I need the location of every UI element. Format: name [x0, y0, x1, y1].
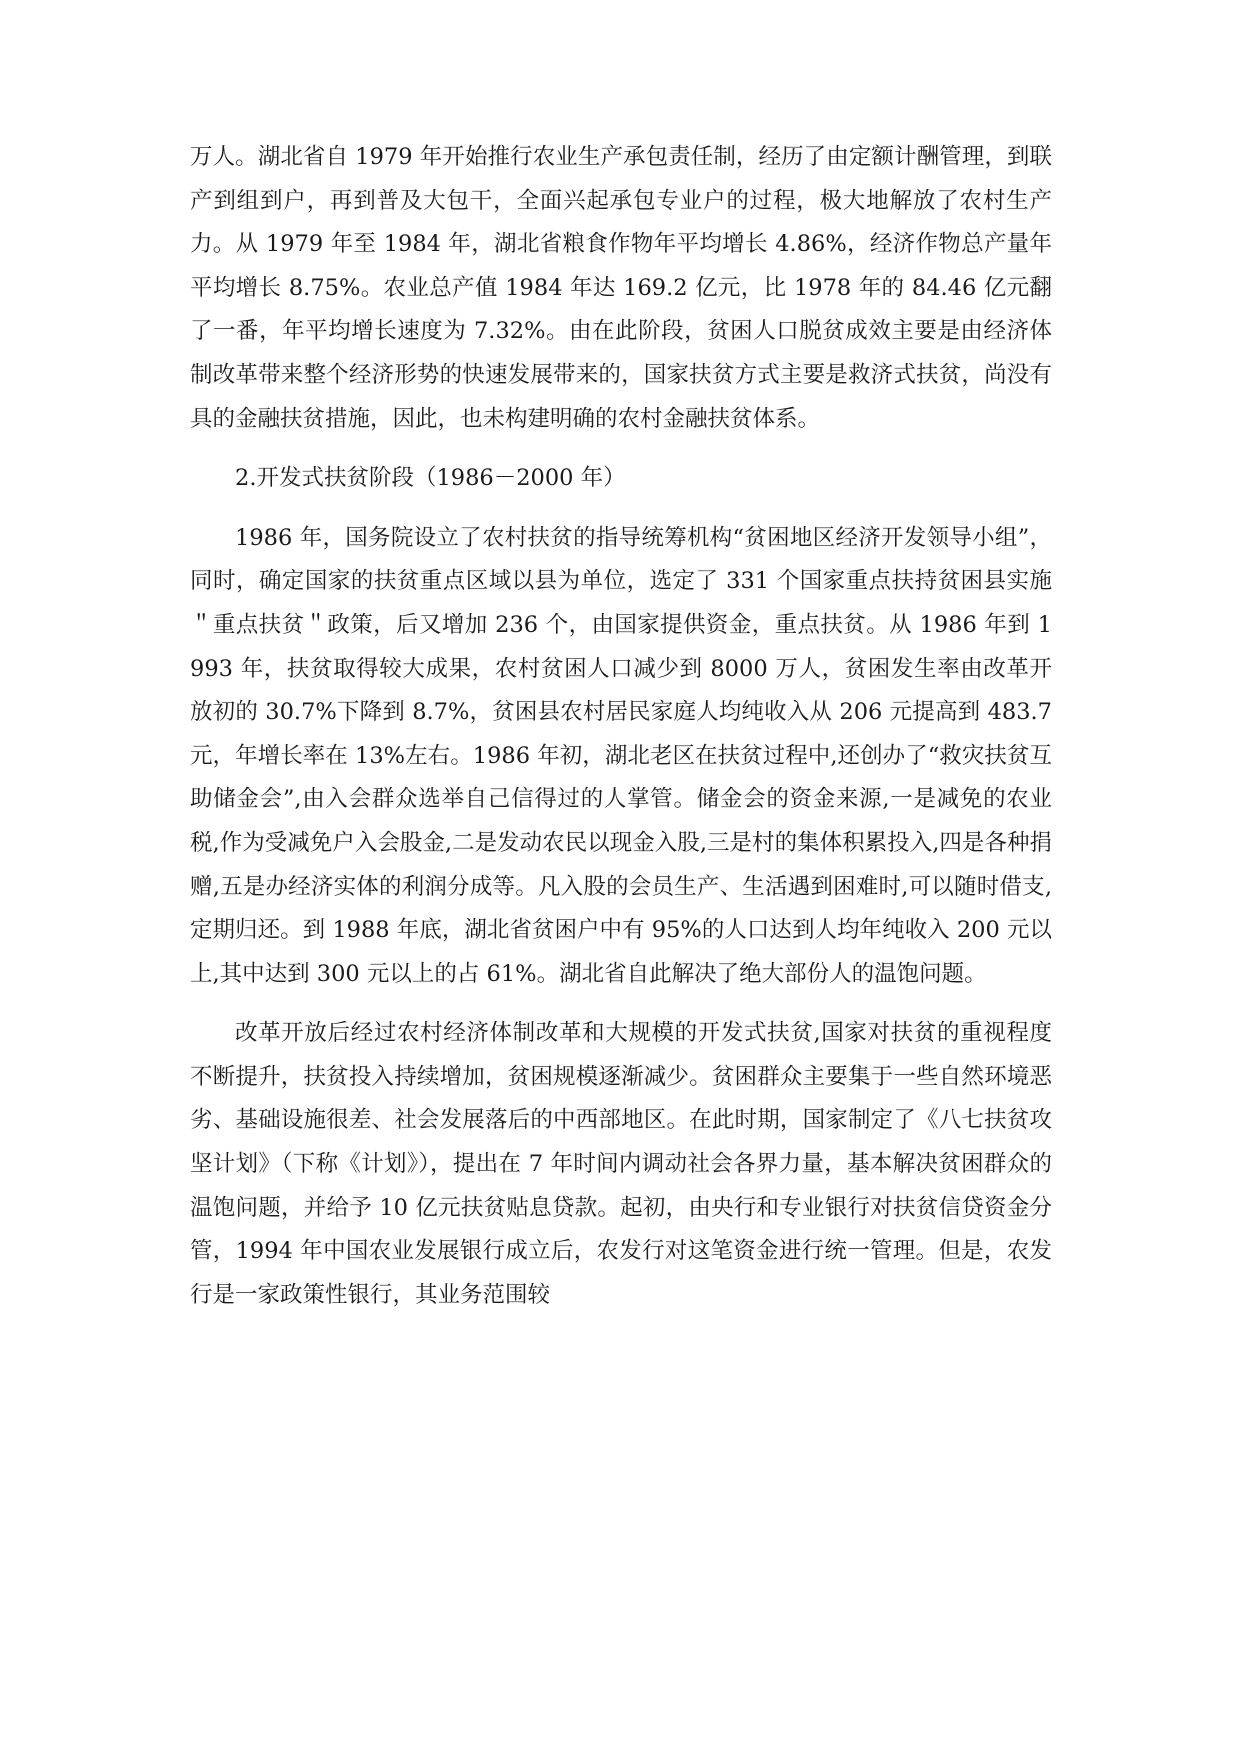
document-page [190, 136, 1052, 1317]
section-heading: 2.开发式扶贫阶段（1986－2000 年） [235, 465, 626, 492]
paragraph-body: 改革开放后经过农村经济体制改革和大规模的开发式扶贫,国家对扶贫的重视程度不断提升，扶贫投入持续增加，贫困规模逐渐减少。贫困群众主要集于一些自然环境恶劣、基础设施很差、社会发展落后的中西部地区。在此时期，国家制定了《八七扶贫攻坚计划》（下称《计划》），提出在 7 年时间内调动社会各界力量，基本解决贫困群众的温饱问题，并给予 10 亿元扶贫贴息贷款。起初，由央行和专业银行对扶贫信贷资金分管，1994 年中国农业发展银行成立后，农发行对这笔资金进行统一管理。但是，农发行是一家政策性银行，其业务范围较 [190, 1020, 1052, 1308]
paragraph-body: 1986 年，国务院设立了农村扶贫的指导统筹机构“贫困地区经济开发领导小组”，同时，确定国家的扶贫重点区域以县为单位，选定了 331 个国家重点扶持贫困县实施＂重点扶贫＂政策，后又增加 236 个，由国家提供资金，重点扶贫。从 1986 年到 1993 年，扶贫取得较大成果，农村贫困人口减少到 8000 万人，贫困发生率由改革开放初的 30.7%下降到 8.7%，贫困县农村居民家庭人均纯收入从 206 元提高到 483.7 元，年增长率在 13%左右。1986 年初，湖北老区在扶贫过程中,还创办了“救灾扶贫互助储金会”,由入会群众选举自己信得过的人掌管。储金会的资金来源,一是减免的农业税,作为受减免户入会股金,二是发动农民以现金入股,三是村的集体积累投入,四是各种捐赠,五是办经济实体的利润分成等。凡入股的会员生产、生活遇到困难时,可以随时借支,定期归还。到 1988 年底，湖北省贫困户中有 95%的人口达到人均年纯收入 200 元以上,其中达到 300 元以上的占 61%。湖北省自此解决了绝大部份人的温饱问题。 [190, 524, 1052, 987]
paragraph-continued: 万人。湖北省自 1979 年开始推行农业生产承包责任制，经历了由定额计酬管理，到联产到组到户，再到普及大包干，全面兴起承包专业户的过程，极大地解放了农村生产力。从 1979 年至 1984 年，湖北省粮食作物年平均增长 4.86%，经济作物总产量年平均增长 8.75%。农业总产值 1984 年达 169.2 亿元，比 1978 年的 84.46 亿元翻了一番，年平均增长速度为 7.32%。由在此阶段，贫困人口脱贫成效主要是由经济体制改革带来整个经济形势的快速发展带来的，国家扶贫方式主要是救济式扶贫，尚没有具的金融扶贫措施，因此，也未构建明确的农村金融扶贫体系。 [190, 144, 1052, 432]
